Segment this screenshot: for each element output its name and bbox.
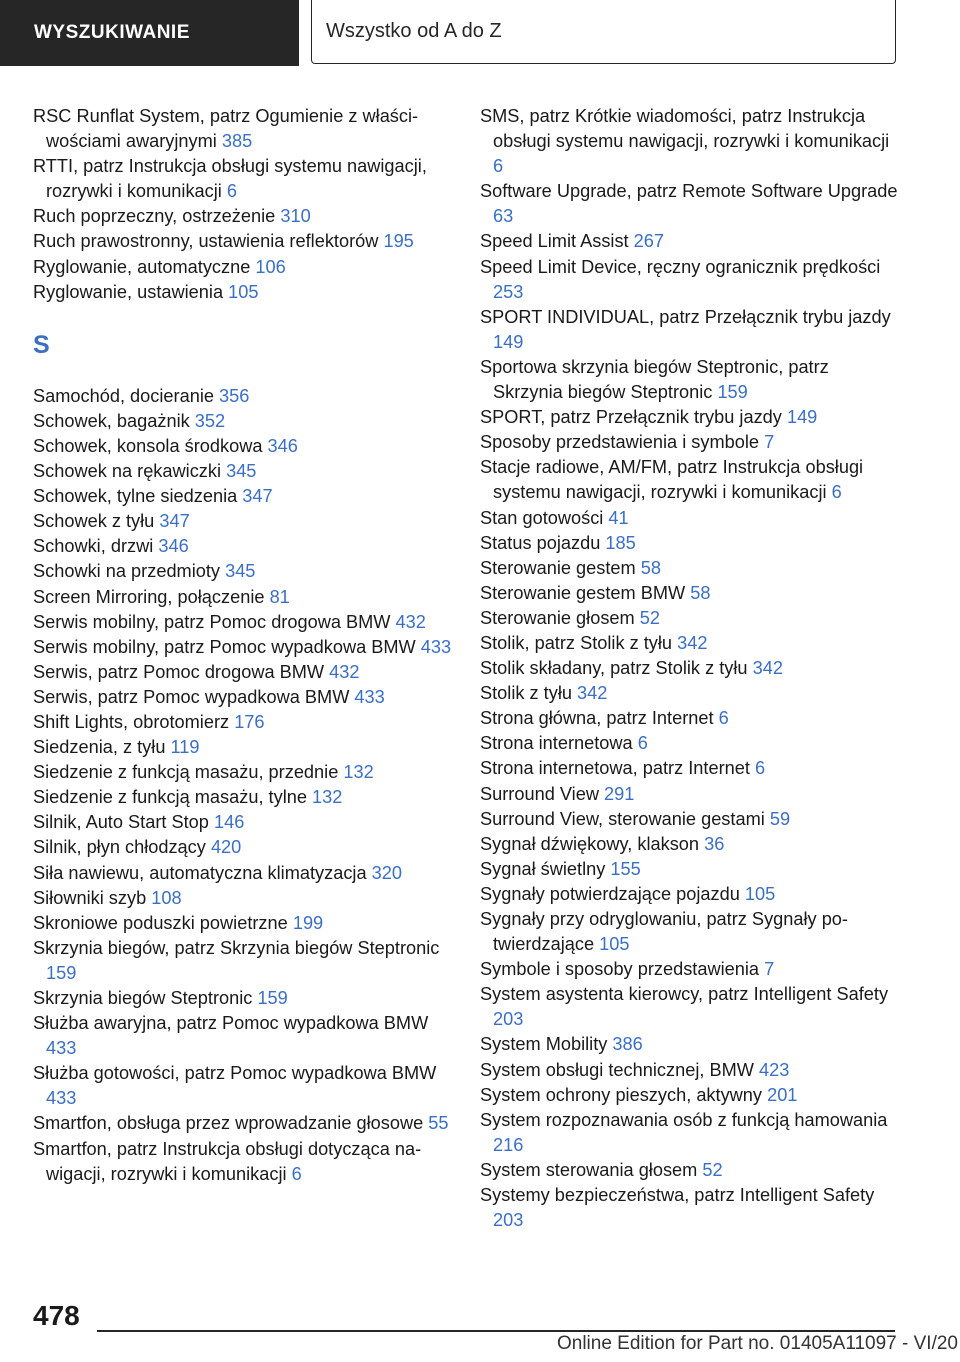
index-entry <box>480 756 900 781</box>
entry-text: Silnik, Auto Start Stop <box>33 812 209 833</box>
page-link[interactable]: 6 <box>493 156 504 177</box>
index-entry <box>480 907 900 957</box>
page-link[interactable]: 6 <box>755 758 766 779</box>
entry-text: System rozpoznawania osób z funkcją hamowania <box>480 1109 888 1130</box>
index-entry <box>480 581 900 606</box>
page-link[interactable]: 132 <box>343 762 374 783</box>
entry-text: Symbole i sposoby przedstawienia <box>480 959 760 980</box>
entry-text: Surround View, sterowanie gestami <box>480 808 765 829</box>
index-entry <box>33 204 453 229</box>
entry-text: Sterowanie gestem <box>480 557 636 578</box>
page-link[interactable]: 352 <box>194 410 226 431</box>
entry-text: Schowek, tylne siedzenia <box>33 486 238 507</box>
entry-text: System obsługi technicznej, BMW <box>480 1059 754 1080</box>
entry-text: Służba gotowości, patrz Pomoc wypadkowa BMW <box>33 1063 437 1084</box>
index-entry <box>33 229 453 254</box>
page-link[interactable]: 149 <box>786 407 818 428</box>
entry-text: Strona główna, patrz Internet <box>480 708 714 729</box>
index-entry <box>480 1158 900 1183</box>
index-entry <box>480 706 900 731</box>
page-link[interactable]: 41 <box>608 507 629 528</box>
page-link[interactable]: 185 <box>605 532 636 553</box>
entry-text: Sygnały przy odryglowaniu, patrz Sygnały potwierdzające <box>480 909 848 955</box>
entry-text: Systemy bezpieczeństwa, patrz Intelligent Safety <box>480 1185 875 1206</box>
index-entry <box>480 606 900 631</box>
page-link[interactable]: 58 <box>690 582 711 603</box>
page-link[interactable]: 119 <box>170 737 200 758</box>
entry-text: Serwis, patrz Pomoc wypadkowa BMW <box>33 686 350 707</box>
entry-text: Siedzenie z funkcją masażu, tylne <box>33 787 307 808</box>
index-entry <box>33 861 453 886</box>
entry-text: RSC Runflat System, patrz Ogumienie z właściwościami awaryjnymi <box>33 106 419 152</box>
index-entry <box>33 685 453 710</box>
page-link[interactable]: 432 <box>329 661 360 682</box>
entry-text: Sterowanie głosem <box>480 607 635 628</box>
entry-text: Surround View <box>480 783 599 804</box>
index-entry <box>33 760 453 785</box>
index-entry <box>480 506 900 531</box>
entry-text: Status pojazdu <box>480 532 601 553</box>
page-link[interactable]: 7 <box>764 432 775 453</box>
index-entry <box>33 434 453 459</box>
index-entry <box>33 735 453 760</box>
page-link[interactable]: 6 <box>226 181 238 202</box>
page-link[interactable]: 345 <box>225 561 256 582</box>
entry-text: Serwis, patrz Pomoc drogowa BMW <box>33 661 325 682</box>
entry-text: Silnik, płyn chłodzący <box>33 837 206 858</box>
page-link[interactable]: 6 <box>291 1163 302 1184</box>
page-link[interactable]: 132 <box>312 787 343 808</box>
index-entry <box>33 104 453 154</box>
index-entry <box>33 610 453 635</box>
entry-text: Stolik, patrz Stolik z tyłu <box>480 632 673 653</box>
index-entry <box>480 857 900 882</box>
index-entry <box>480 957 900 982</box>
page-link[interactable]: 216 <box>493 1134 524 1155</box>
page-link[interactable]: 385 <box>221 131 253 152</box>
page-link[interactable]: 291 <box>604 783 635 804</box>
entry-text: RTTI, patrz Instrukcja obsługi systemu nawigacji, rozrywki i komunikacji <box>33 156 427 202</box>
entry-text: Schowki na przedmioty <box>33 561 221 582</box>
page-link[interactable]: 199 <box>292 912 324 933</box>
index-entry <box>480 355 900 405</box>
tab-search[interactable]: WYSZUKIWANIE <box>0 0 299 66</box>
index-entry <box>33 154 453 204</box>
page-link[interactable]: 63 <box>493 206 514 227</box>
entry-text: Skrzynia biegów, patrz Skrzynia biegów Steptronic <box>33 937 440 958</box>
entry-text: Sygnał dźwiękowy, klakson <box>480 833 700 854</box>
entry-text: Schowek, bagażnik <box>33 410 190 431</box>
page-link[interactable]: 59 <box>769 808 791 829</box>
page-link[interactable]: 433 <box>46 1038 77 1059</box>
index-entry <box>33 936 453 986</box>
entry-text: Siedzenia, z tyłu <box>33 737 166 758</box>
page-link[interactable]: 346 <box>267 435 298 456</box>
section-letter: S <box>33 330 50 359</box>
page-link[interactable]: 320 <box>371 862 403 883</box>
entry-text: System ochrony pieszych, aktywny <box>480 1084 763 1105</box>
entry-text: Sportowa skrzynia biegów Steptronic, patrz Skrzynia biegów Steptronic <box>480 356 829 403</box>
page-link[interactable]: 433 <box>420 636 452 657</box>
index-entry <box>33 484 453 509</box>
entry-text: Stolik z tyłu <box>480 683 572 704</box>
index-column-right <box>480 104 900 1233</box>
entry-text: Skrzynia biegów Steptronic <box>33 988 253 1008</box>
entry-text: Ruch poprzeczny, ostrzeżenie <box>33 206 276 227</box>
entry-text: Stan gotowości <box>480 507 604 528</box>
entry-text: Speed Limit Device, ręczny ogranicznik prędkości <box>480 256 881 277</box>
edition-note: Online Edition for Part no. 01405A11097 - VI/20 <box>556 1333 958 1354</box>
index-entry <box>33 255 453 280</box>
page-link[interactable]: 108 <box>151 887 182 908</box>
header <box>0 0 960 66</box>
page-link[interactable]: 346 <box>158 536 189 557</box>
page-link[interactable]: 149 <box>493 331 524 352</box>
index-entry <box>480 104 900 179</box>
index-entry <box>480 882 900 907</box>
page-link[interactable]: 105 <box>744 883 776 904</box>
entry-text: Sposoby przedstawienia i symbole <box>480 432 760 453</box>
page-link[interactable]: 345 <box>226 461 257 482</box>
page-link[interactable]: 6 <box>831 482 842 503</box>
entry-text: System asystenta kierowcy, patrz Intelligent Safety <box>480 984 889 1005</box>
entry-text: Ruch prawostronny, ustawienia reflektorów <box>33 231 379 252</box>
index-entry <box>33 1011 453 1061</box>
page-link[interactable]: 347 <box>242 486 273 507</box>
entry-text: Siedzenie z funkcją masażu, przednie <box>33 762 339 783</box>
page-link[interactable]: 106 <box>255 256 286 277</box>
page-link[interactable]: 433 <box>46 1088 77 1109</box>
index-entry <box>33 710 453 735</box>
entry-text: Samochód, docieranie <box>33 385 214 406</box>
entry-text: Stolik składany, patrz Stolik z tyłu <box>480 658 748 679</box>
entry-text: Siła nawiewu, automatyczna klimatyzacja <box>33 862 367 883</box>
index-entry <box>480 405 900 430</box>
page-link[interactable]: 342 <box>752 658 783 679</box>
index-entry <box>480 1032 900 1057</box>
index-entry <box>480 1058 900 1083</box>
index-entry <box>33 459 453 484</box>
index-entry <box>480 1183 900 1233</box>
index-entry <box>480 1108 900 1158</box>
entry-text: Ryglowanie, automatyczne <box>33 256 251 277</box>
entry-text: Software Upgrade, patrz Remote Software Upgrade <box>480 181 898 202</box>
index-entry <box>33 835 453 860</box>
entry-text: Serwis mobilny, patrz Pomoc wypadkowa BMW <box>33 636 416 657</box>
page-link[interactable]: 423 <box>759 1059 790 1080</box>
index-column-left <box>33 104 453 1187</box>
page-link[interactable]: 6 <box>637 733 648 754</box>
page-link[interactable]: 155 <box>610 858 641 879</box>
index-entry <box>480 681 900 706</box>
index-entry <box>33 911 453 936</box>
entry-text: Siłowniki szyb <box>33 887 147 908</box>
index-entry <box>33 886 453 911</box>
index-entry <box>33 1137 453 1187</box>
page-link[interactable]: 195 <box>383 231 414 252</box>
index-entry <box>480 832 900 857</box>
entry-text: Serwis mobilny, patrz Pomoc drogowa BMW <box>33 611 391 632</box>
entry-text: Schowek z tyłu <box>33 511 155 532</box>
entry-text: Strona internetowa <box>480 733 633 754</box>
page-link[interactable]: 36 <box>704 833 725 854</box>
page-link[interactable]: 52 <box>639 607 660 628</box>
index-entry <box>33 509 453 534</box>
index-entry <box>33 986 453 1011</box>
page-link[interactable]: 81 <box>269 586 290 607</box>
entry-text: Sterowanie gestem BMW <box>480 582 686 603</box>
page-link[interactable]: 203 <box>493 1009 524 1030</box>
entry-text: Służba awaryjna, patrz Pomoc wypadkowa BMW <box>33 1013 429 1034</box>
index-entry <box>480 982 900 1032</box>
entry-text: SMS, patrz Krótkie wiadomości, patrz Instrukcja obsługi systemu nawigacji, rozrywki i komunikacji <box>480 106 890 152</box>
index-entry <box>480 1083 900 1108</box>
page-link[interactable]: 159 <box>717 382 748 403</box>
index-entry <box>33 559 453 584</box>
page-link[interactable]: 159 <box>257 988 288 1008</box>
page-link[interactable]: 356 <box>219 385 250 406</box>
index-entry <box>33 409 453 434</box>
page-link[interactable]: 386 <box>612 1034 643 1055</box>
page-link[interactable]: 159 <box>46 962 77 983</box>
page-link[interactable]: 433 <box>354 686 385 707</box>
page-link[interactable]: 7 <box>764 959 775 980</box>
index-entry <box>480 531 900 556</box>
index-entry <box>480 229 900 254</box>
entry-text: Sygnały potwierdzające pojazdu <box>480 883 740 904</box>
index-entry <box>33 660 453 685</box>
page-link[interactable]: 342 <box>577 683 608 704</box>
entry-text: Shift Lights, obrotomierz <box>33 711 230 732</box>
entry-text: Smartfon, patrz Instrukcja obsługi dotycząca nawigacji, rozrywki i komunikacji <box>33 1138 422 1184</box>
page-link[interactable]: 203 <box>493 1210 524 1231</box>
index-entry <box>480 782 900 807</box>
footer-divider <box>97 1330 895 1332</box>
entry-text: Sygnał świetlny <box>480 858 606 879</box>
page-link[interactable]: 432 <box>395 611 426 632</box>
index-entry <box>33 1061 453 1111</box>
entry-text: System Mobility <box>480 1034 608 1055</box>
page-link[interactable]: 105 <box>228 281 259 302</box>
page-link[interactable]: 253 <box>493 281 524 302</box>
index-entry <box>33 1111 453 1136</box>
page-link[interactable]: 105 <box>599 934 630 955</box>
index-entry <box>480 631 900 656</box>
index-entry <box>33 585 453 610</box>
page-link[interactable]: 420 <box>210 837 242 858</box>
entry-text: SPORT INDIVIDUAL, patrz Przełącznik trybu jazdy <box>480 306 891 327</box>
index-entry <box>480 179 900 229</box>
index-entry <box>33 534 453 559</box>
entry-text: Stacje radiowe, AM/FM, patrz Instrukcja obsługi systemu nawigacji, rozrywki i komunikacji <box>480 457 864 503</box>
entry-text: SPORT, patrz Przełącznik trybu jazdy <box>480 407 782 428</box>
index-entry <box>33 635 453 660</box>
entry-text: Schowek na rękawiczki <box>33 461 222 482</box>
index-entry <box>33 810 453 835</box>
page-number: 478 <box>33 1300 80 1331</box>
entry-text: Screen Mirroring, połączenie <box>33 586 265 607</box>
index-entry <box>33 785 453 810</box>
index-entry <box>480 731 900 756</box>
page-link[interactable]: 342 <box>677 632 708 653</box>
entry-text: Smartfon, obsługa przez wprowadzanie głosowe <box>33 1113 424 1134</box>
index-entry <box>480 807 900 832</box>
page-link[interactable]: 55 <box>428 1113 449 1134</box>
index-entry <box>33 384 453 409</box>
entry-text: Strona internetowa, patrz Internet <box>480 758 750 779</box>
tab-a-to-z[interactable]: Wszystko od A do Z <box>311 0 896 64</box>
entry-text: Skroniowe poduszki powietrzne <box>33 912 288 933</box>
page-link[interactable]: 146 <box>213 812 245 833</box>
page-link[interactable]: 52 <box>702 1159 723 1180</box>
index-entry <box>480 255 900 305</box>
index-entry <box>480 430 900 455</box>
page-link[interactable]: 6 <box>718 708 729 729</box>
page-link[interactable]: 310 <box>280 206 311 227</box>
page-link[interactable]: 347 <box>159 511 190 532</box>
entry-text: System sterowania głosem <box>480 1159 698 1180</box>
entry-text: Speed Limit Assist <box>480 231 629 252</box>
index-entry <box>480 556 900 581</box>
page-link[interactable]: 58 <box>640 557 661 578</box>
index-entry <box>480 656 900 681</box>
page-link[interactable]: 176 <box>234 711 265 732</box>
index-entry <box>480 305 900 355</box>
page-link[interactable]: 201 <box>767 1084 798 1105</box>
page-link[interactable]: 267 <box>633 231 665 252</box>
index-entry <box>33 280 453 305</box>
entry-text: Schowki, drzwi <box>33 536 154 557</box>
index-entry <box>480 455 900 505</box>
entry-text: Ryglowanie, ustawienia <box>33 281 224 302</box>
entry-text: Schowek, konsola środkowa <box>33 435 263 456</box>
